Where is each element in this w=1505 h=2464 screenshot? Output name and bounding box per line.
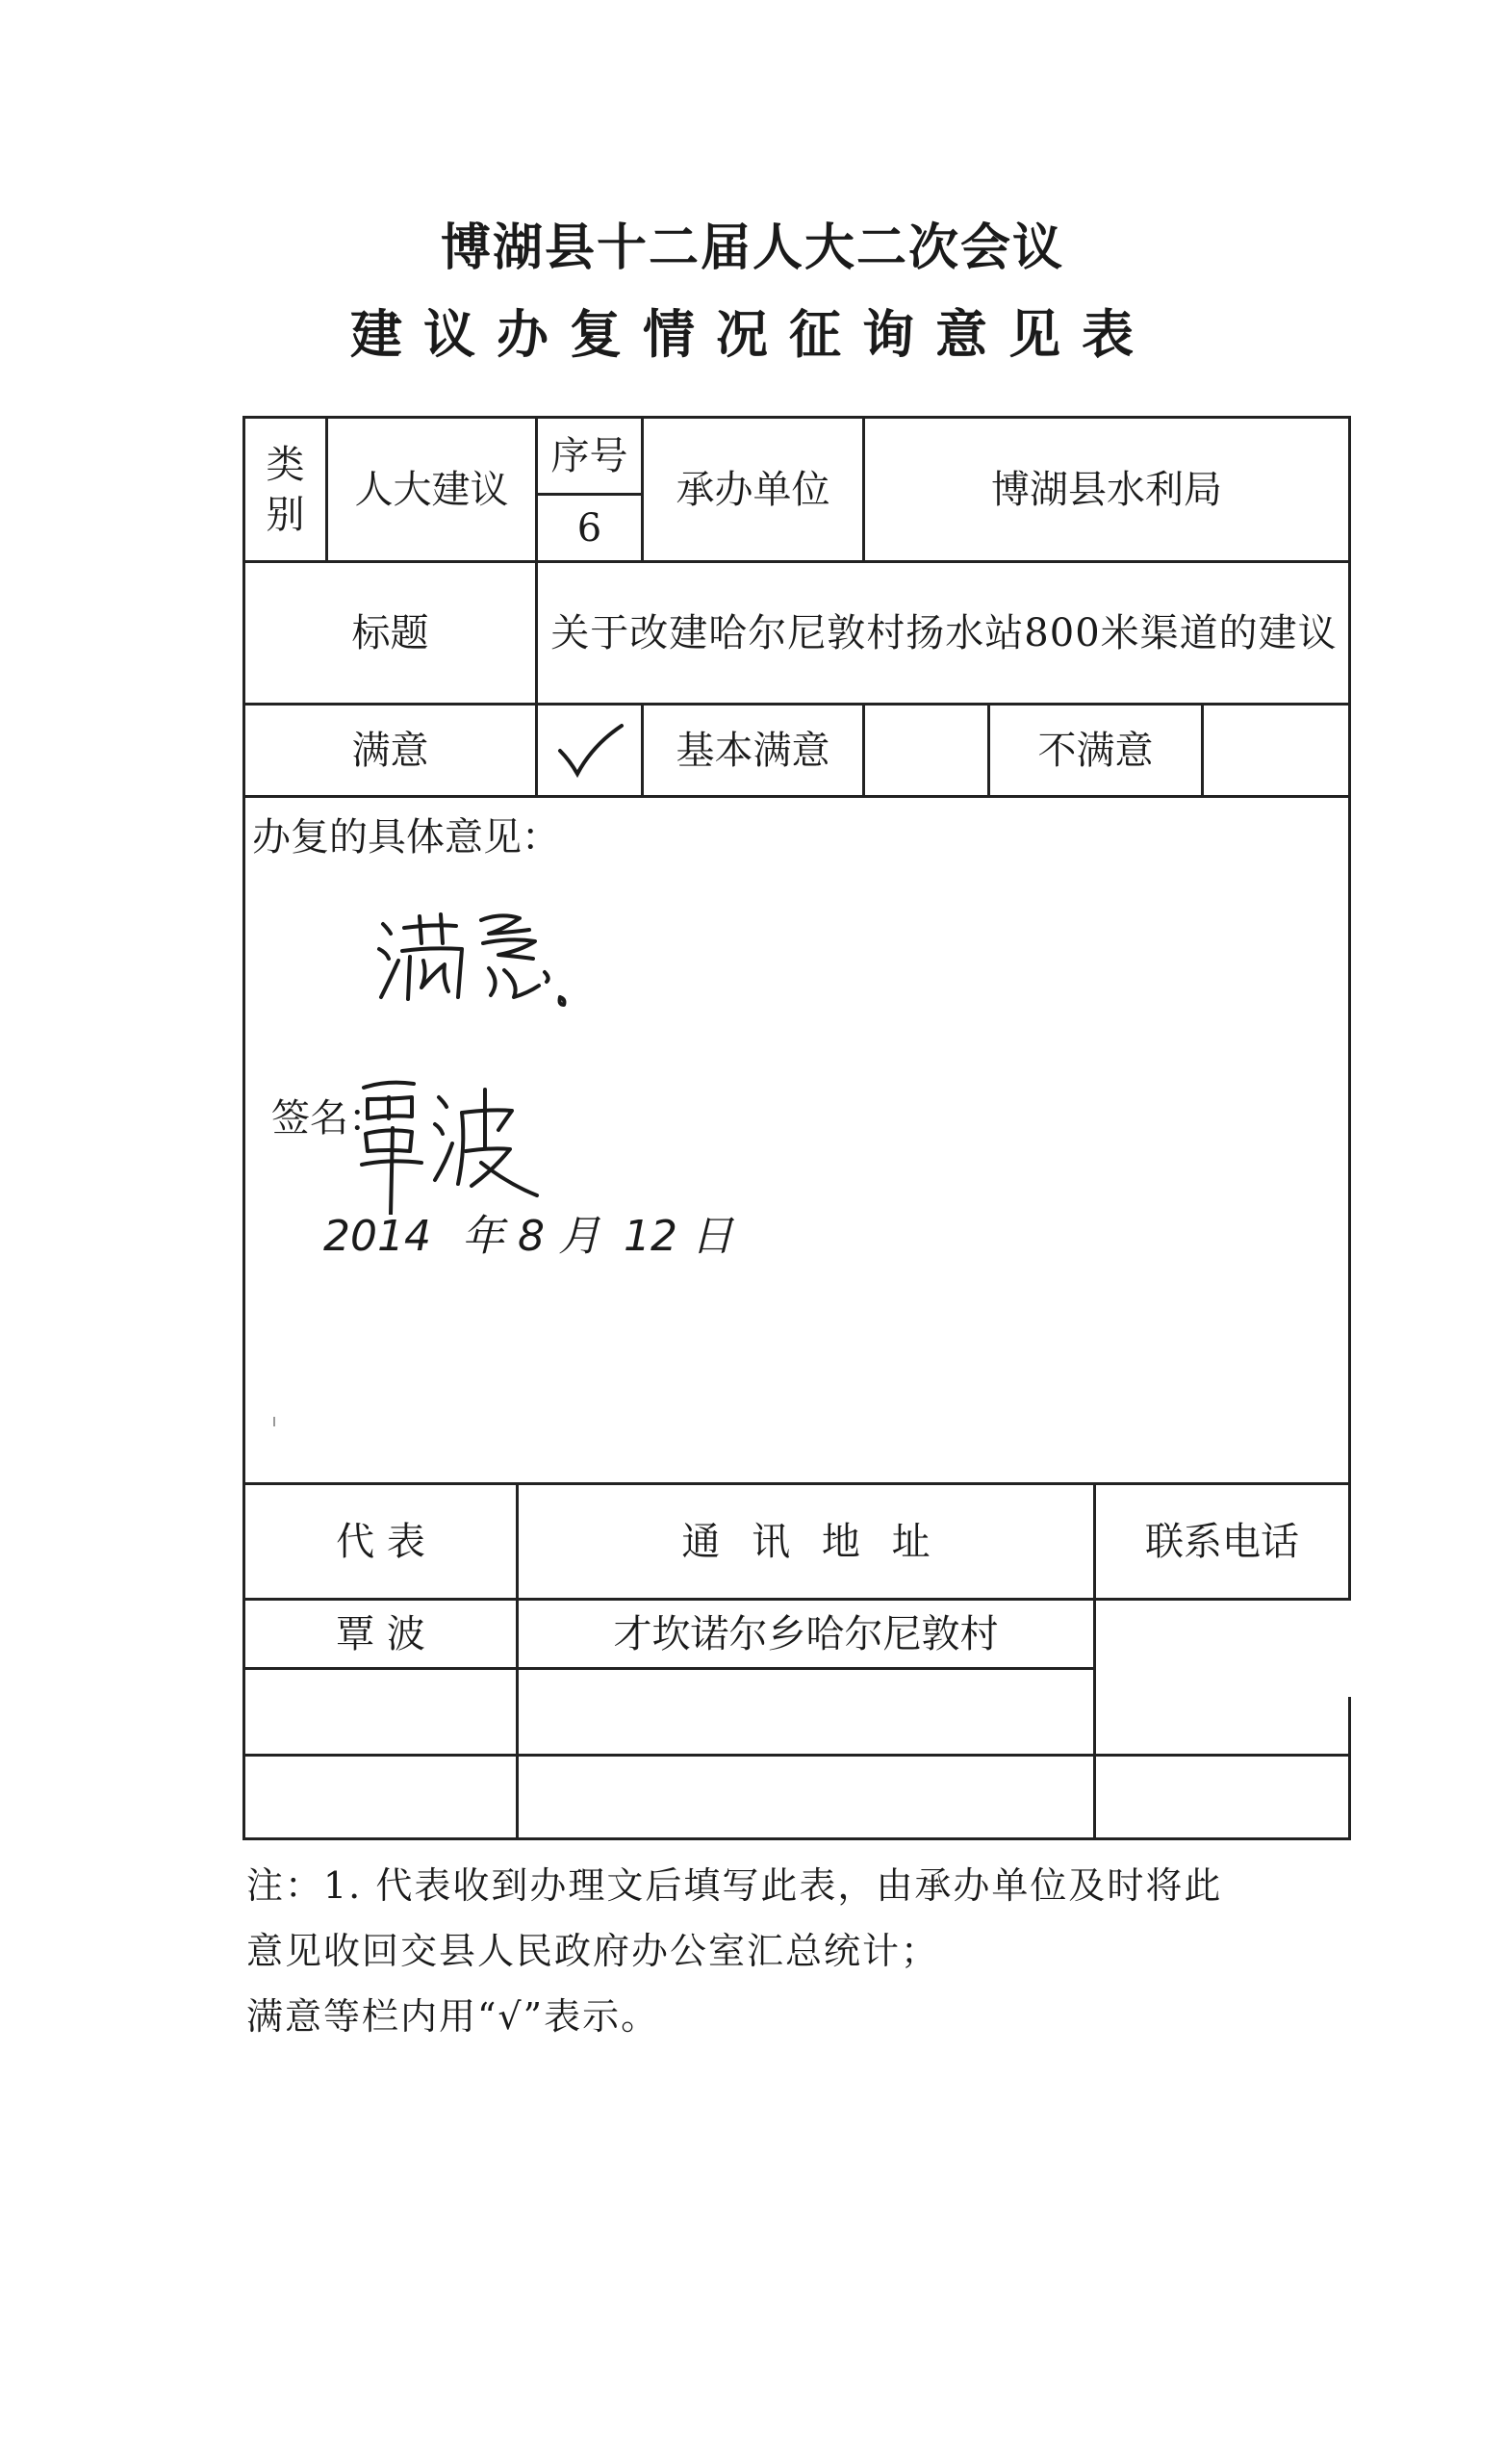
unsatisfied-checkbox: [1204, 706, 1348, 795]
category-label-top: 类: [266, 442, 305, 487]
contact-row-2-phone: [1096, 1670, 1348, 1754]
satisfied-checkbox: [538, 706, 641, 795]
contact-row-1-representative: 覃 波: [336, 1611, 425, 1656]
serial-value: 6: [576, 505, 602, 551]
form-title-line2: 建议办复情况征询意见表: [350, 303, 1155, 365]
serial-label: 序号: [550, 433, 628, 478]
handling-unit-value: 博湖县水利局: [991, 467, 1222, 512]
category-value: 人大建议: [354, 467, 509, 512]
contact-row-1-address: 才坎诺尔乡哈尔尼敦村: [613, 1611, 999, 1656]
handling-unit-label: 承办单位: [676, 467, 830, 512]
date-day: 12: [623, 1212, 677, 1261]
satisfied-label: 满意: [351, 728, 429, 773]
handwritten-signature: [358, 1070, 541, 1215]
contacts-header-address: 通 讯 地 址: [681, 1519, 931, 1564]
subject-label: 标题: [351, 610, 429, 655]
date-year-unit: 年: [461, 1212, 504, 1261]
basically-satisfied-label: 基本满意: [676, 728, 830, 773]
date-month: 8: [517, 1212, 545, 1261]
category-label-bottom: 别: [266, 492, 305, 537]
note-line-3: 满意等栏内用“√”表示。: [246, 1995, 660, 2038]
date-month-unit: 月: [557, 1212, 600, 1261]
row-divider: [242, 795, 1351, 798]
subject-value: 关于改建哈尔尼敦村扬水站800米渠道的建议: [550, 610, 1338, 655]
contact-row-3-representative: [245, 1757, 516, 1837]
contact-row-2-address: [519, 1670, 1093, 1754]
category-label: [245, 419, 325, 560]
signature-label: 签名：: [271, 1096, 387, 1141]
handwritten-date: [323, 1201, 733, 1263]
basically-satisfied-checkbox: [865, 706, 987, 795]
note-line-1: 注：1. 代表收到办理文后填写此表，由承办单位及时将此: [246, 1864, 1223, 1907]
opinion-label: 办复的具体意见：: [252, 815, 560, 860]
contacts-header-phone: 联系电话: [1145, 1519, 1299, 1564]
note-line-2: 意见收回交县人民政府办公室汇总统计；: [246, 1930, 940, 1972]
contact-row-3-address: [519, 1757, 1093, 1837]
contacts-header-representative: 代 表: [336, 1519, 425, 1564]
handwritten-opinion: [375, 905, 587, 1011]
scan-speck: [273, 1417, 275, 1426]
date-day-unit: 日: [690, 1212, 733, 1261]
contact-row-2-representative: [245, 1670, 516, 1754]
unsatisfied-label: 不满意: [1037, 728, 1154, 773]
date-year: 2014: [323, 1212, 431, 1261]
contact-row-3-phone: [1096, 1757, 1348, 1837]
check-mark-icon: [554, 722, 625, 780]
form-title-line1: 博湖县十二届人大二次会议: [440, 218, 1064, 277]
